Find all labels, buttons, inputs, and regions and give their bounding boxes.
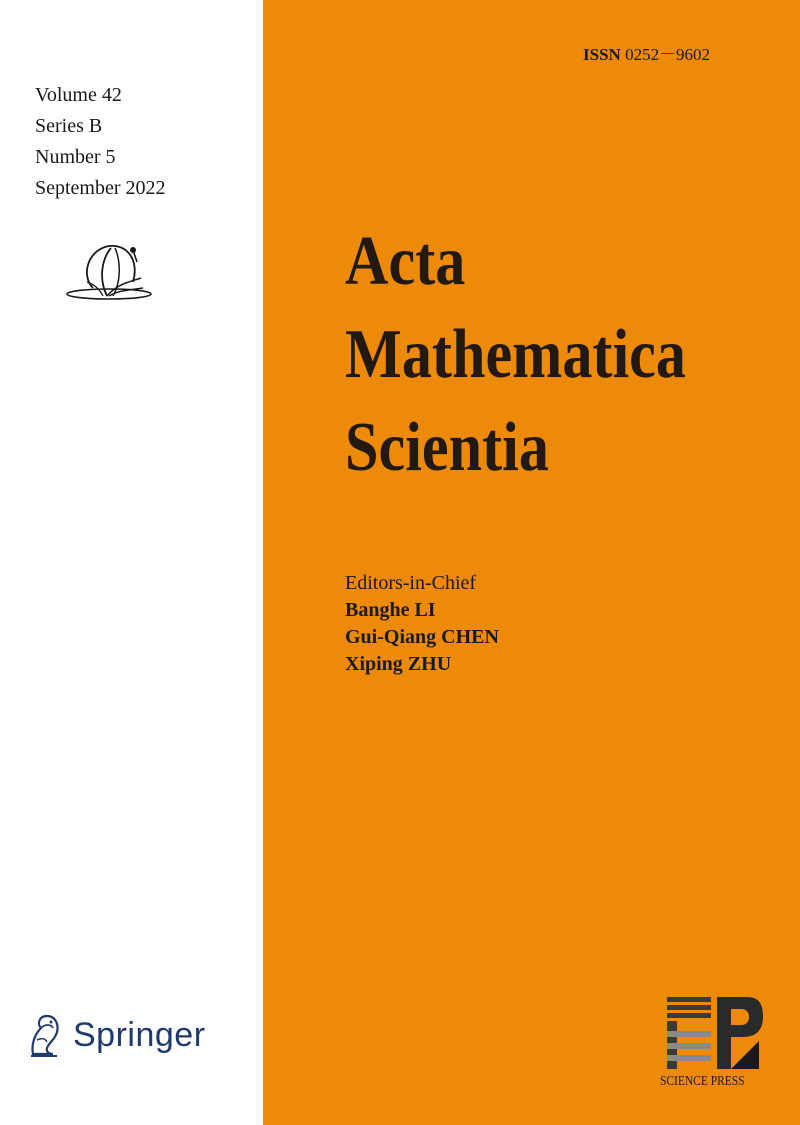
journal-title — [345, 215, 686, 494]
issue-info — [35, 80, 166, 204]
issn-value: 0252－9602 — [625, 45, 711, 64]
title-line-1: Acta — [345, 223, 466, 300]
science-press-name: SCIENCE PRESS — [660, 1074, 745, 1089]
volume-text: Volume 42 — [35, 84, 122, 106]
journal-emblem-icon — [63, 238, 163, 308]
number-text: Number 5 — [35, 146, 116, 168]
springer-name: Springer — [73, 1015, 206, 1054]
editor-name: Gui-Qiang CHEN — [345, 626, 499, 648]
title-line-2: Mathematica — [345, 316, 687, 393]
editors-block — [345, 570, 499, 678]
title-line-3: Scientia — [345, 409, 550, 486]
issn — [583, 40, 710, 65]
editor-name: Banghe LI — [345, 599, 436, 621]
editor-name: Xiping ZHU — [345, 653, 452, 675]
issn-label: ISSN — [583, 45, 621, 64]
series-text: Series B — [35, 115, 103, 137]
date-text: September 2022 — [35, 177, 166, 199]
springer-horse-icon — [25, 1010, 65, 1060]
science-press-logo-icon — [667, 997, 763, 1069]
orange-cover-panel — [263, 0, 800, 1125]
editors-heading: Editors-in-Chief — [345, 572, 477, 594]
springer-logo — [25, 1010, 206, 1060]
